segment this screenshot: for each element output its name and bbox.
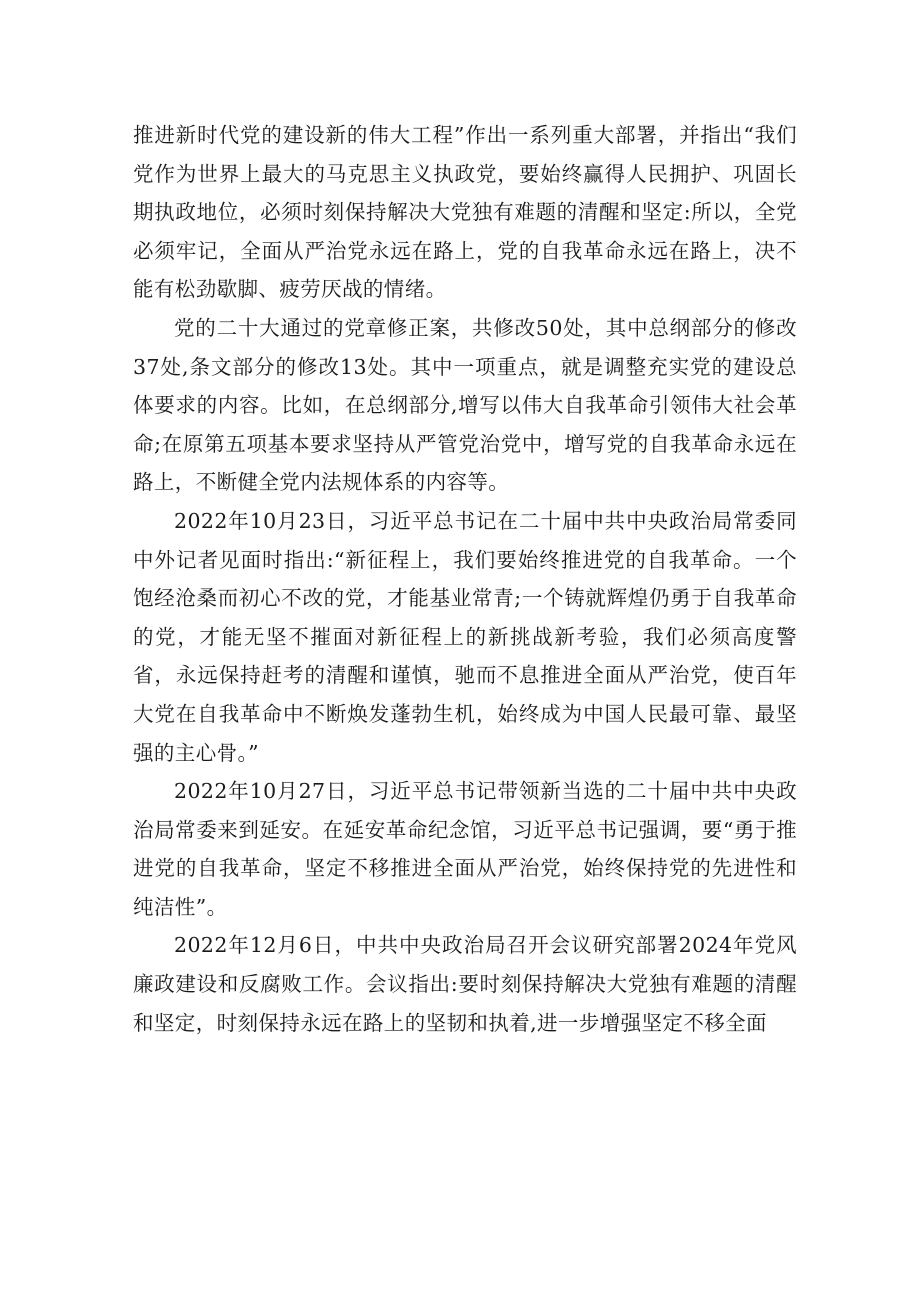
paragraph-press-meeting: 2022年10月23日，习近平总书记在二十届中共中央政治局常委同中外记者见面时指出:“新征程上，我们要始终推进党的自我革命。一个饱经沧桑而初心不改的党，才能基业常青;一个铸就辉煌仍勇于自我革命的党，才能无坚不摧面对新征程上的新挑战新考验，我们必须高度警省，永远保持赶考的清醒和谨慎，驰而不息推进全面从严治党，使百年大党在自我革命中不断焕发蓬勃生机，始终成为中国人民最可靠、最坚强的主心骨。” bbox=[133, 508, 797, 765]
document-body bbox=[133, 116, 797, 1042]
paragraph-yanan-visit: 2022年10月27日，习近平总书记带领新当选的二十届中共中央政治局常委来到延安。在延安革命纪念馆，习近平总书记强调，要“勇于推进党的自我革命，坚定不移推进全面从严治党，始终保持党的先进性和纯洁性”。 bbox=[133, 779, 797, 919]
paragraph-continued: 推进新时代党的建设新的伟大工程”作出一系列重大部署，并指出“我们党作为世界上最大的马克思主义执政党，要始终赢得人民拥护、巩固长期执政地位，必须时刻保持解决大党独有难题的清醒和坚定:所以，全党必须牢记，全面从严治党永远在路上，党的自我革命永远在路上，决不能有松劲歇脚、疲劳厌战的情绪。 bbox=[133, 123, 797, 302]
paragraph-politburo-meeting: 2022年12月6日，中共中央政治局召开会议研究部署2024年党风廉政建设和反腐败工作。会议指出:要时刻保持解决大党独有难题的清醒和坚定，时刻保持永远在路上的坚韧和执着,进一步增强坚定不移全面 bbox=[133, 933, 797, 1035]
paragraph-party-constitution-amendment: 党的二十大通过的党章修正案，共修改50处，其中总纲部分的修改37处,条文部分的修改13处。其中一项重点，就是调整充实党的建设总体要求的内容。比如，在总纲部分,增写以伟大自我革命引领伟大社会革命;在原第五项基本要求坚持从严管党治党中，增写党的自我革命永远在路上，不断健全党内法规体系的内容等。 bbox=[133, 315, 797, 495]
